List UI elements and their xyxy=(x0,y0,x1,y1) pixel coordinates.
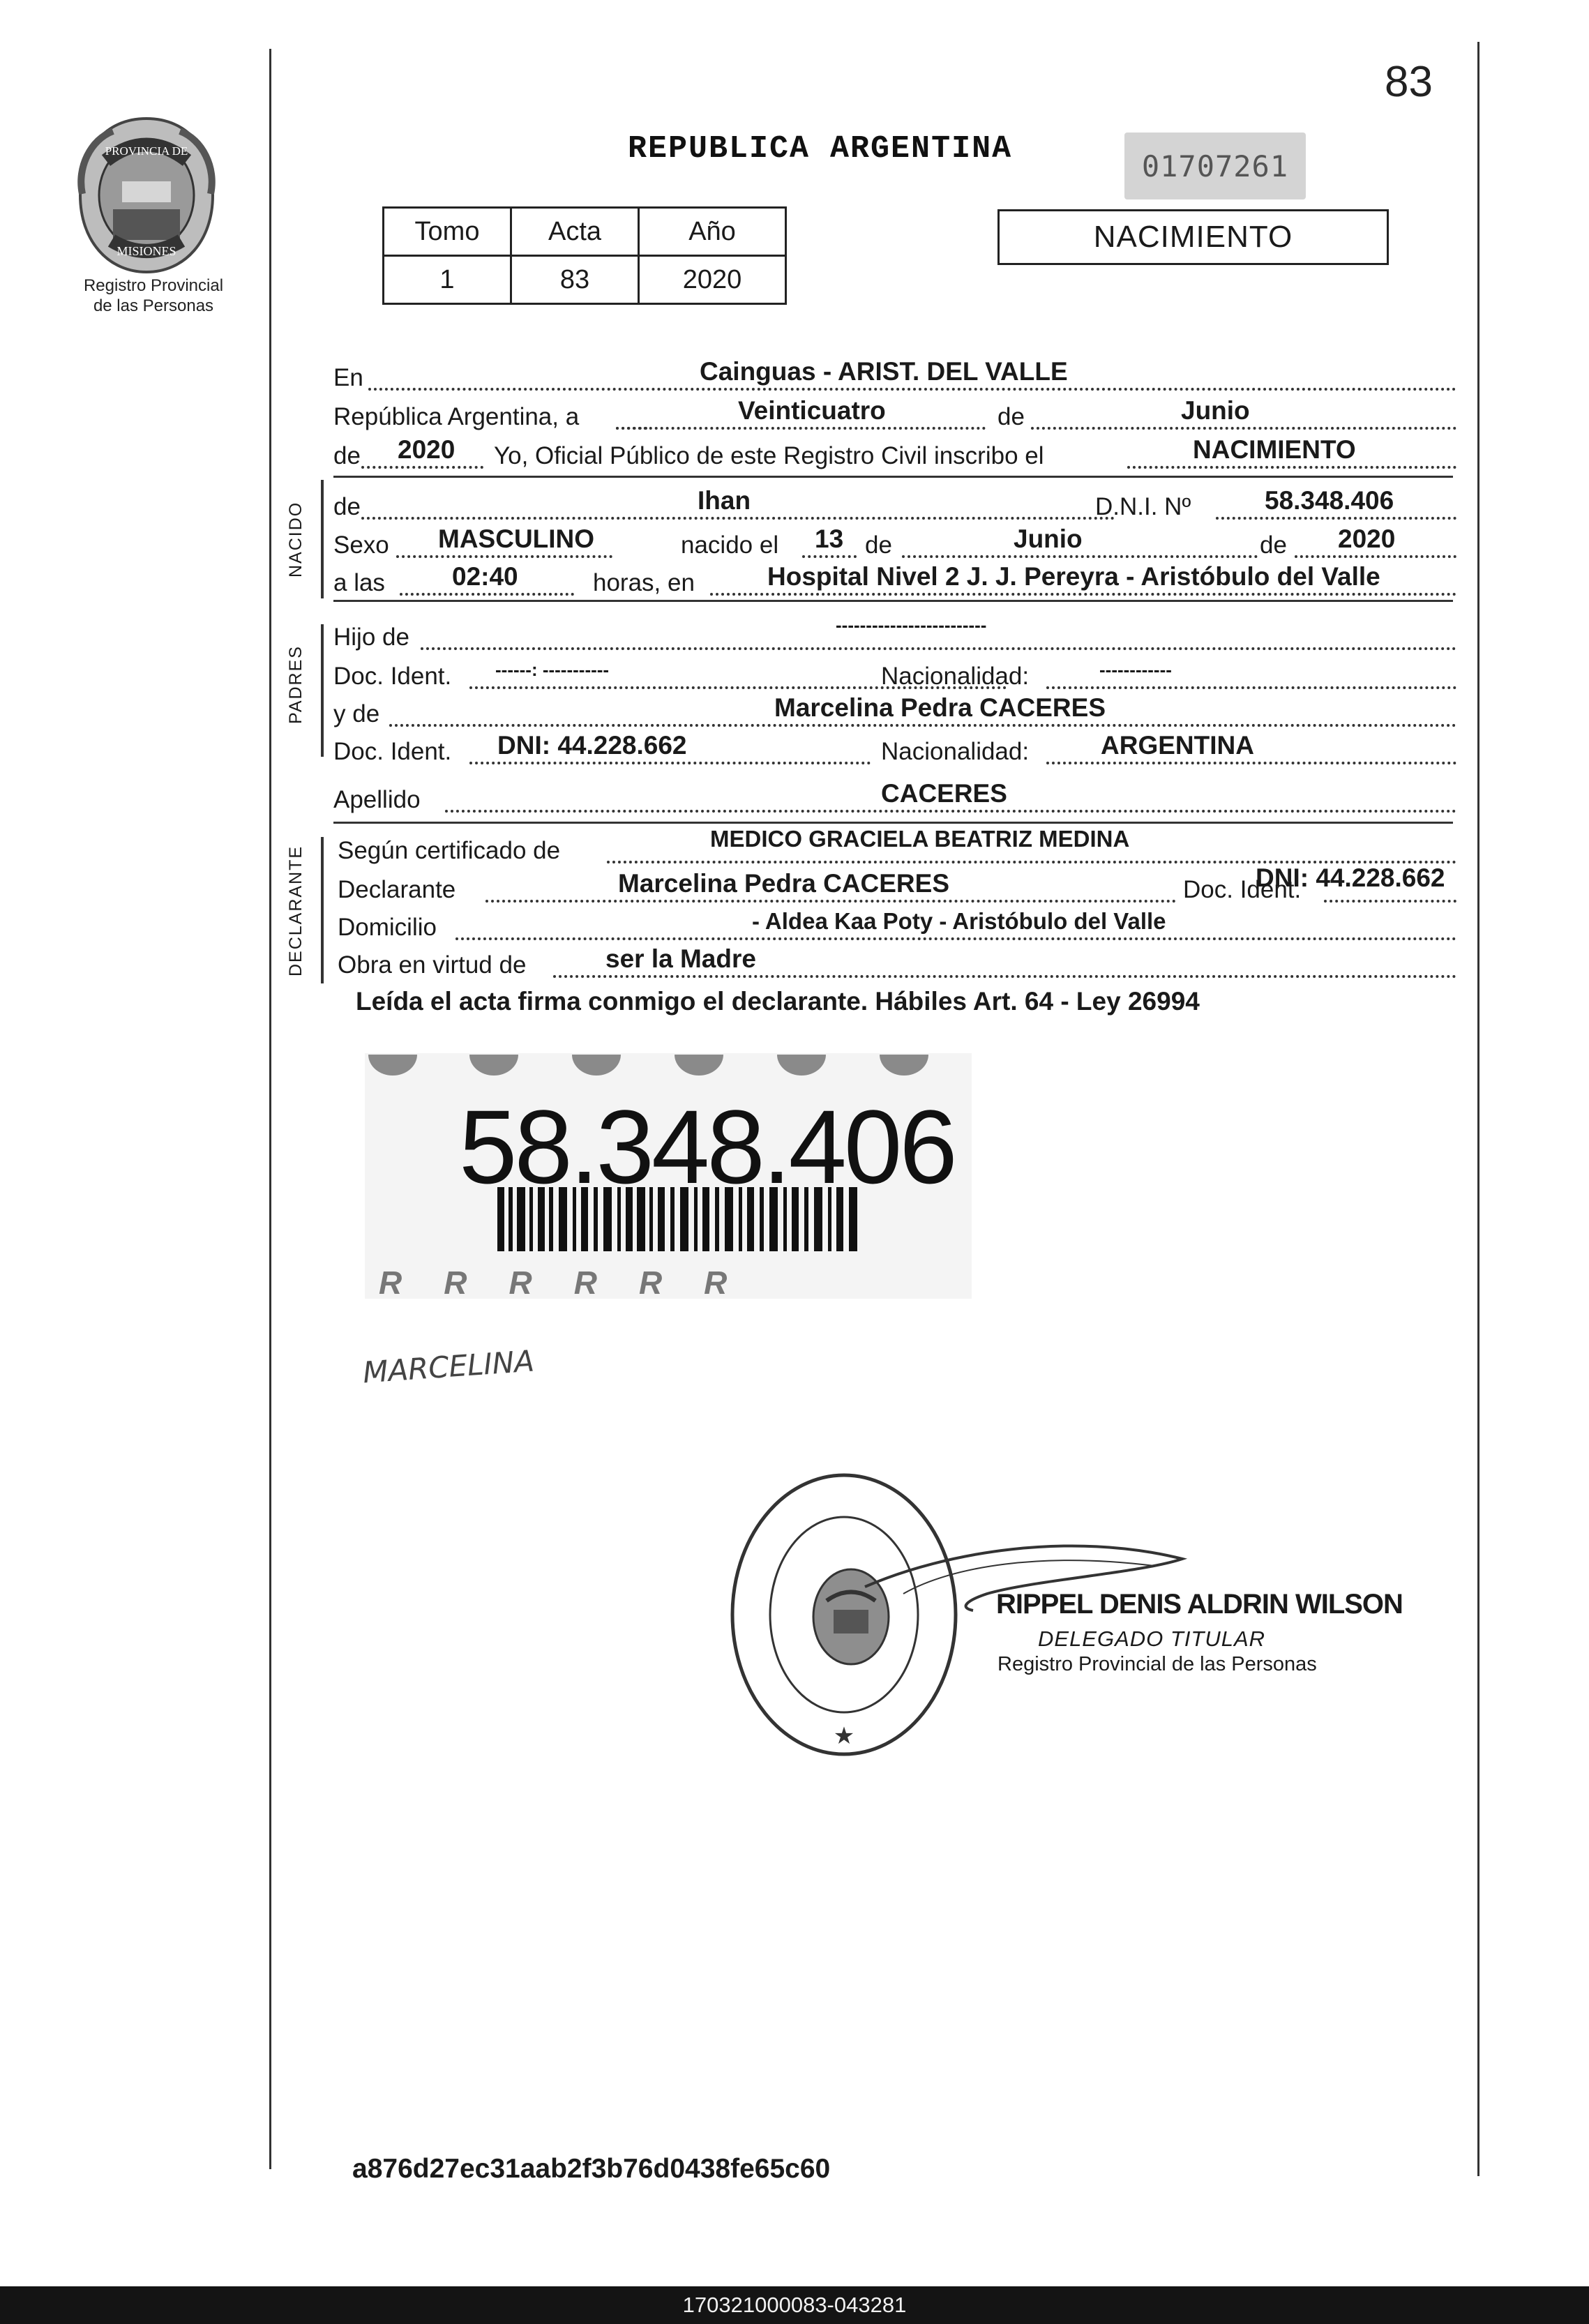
tile-2: R xyxy=(444,1265,467,1299)
register-table xyxy=(382,206,787,305)
padres-row-mother xyxy=(333,692,1456,731)
serial-number-sticker: 01707261 xyxy=(1124,133,1306,199)
nacido-de-label: de xyxy=(333,493,361,520)
register-value-tomo: 1 xyxy=(384,256,511,304)
right-margin-line xyxy=(1477,42,1479,2176)
handwritten-signature: MARCELINA xyxy=(361,1343,536,1390)
tile-3: R xyxy=(509,1265,532,1299)
republica-label: República Argentina, a xyxy=(333,403,580,430)
de3-label: de xyxy=(1260,531,1287,559)
register-value-anio: 2020 xyxy=(639,256,786,304)
sexo-label: Sexo xyxy=(333,531,389,559)
country-title: REPUBLICA ARGENTINA xyxy=(628,131,1013,167)
declarante-row-relation xyxy=(333,943,1456,982)
declarant-value: Marcelina Pedra CACERES xyxy=(618,869,950,898)
birth-month-value: Junio xyxy=(1014,525,1083,553)
de2-label: de xyxy=(865,531,892,559)
father-nationality-value: ------------ xyxy=(1099,659,1172,680)
id-sticker-bottom-pattern xyxy=(365,1264,972,1299)
nacido-row-name xyxy=(333,485,1456,524)
padres-row-mother-doc xyxy=(333,730,1456,769)
official-name: RIPPEL DENIS ALDRIN WILSON xyxy=(996,1589,1403,1620)
logo-bottom-text: MISIONES xyxy=(116,244,176,258)
domicilio-label: Domicilio xyxy=(338,914,437,941)
office-caption-line2: de las Personas xyxy=(93,296,214,315)
intro-row-year xyxy=(333,434,1456,473)
hijo-label: Hijo de xyxy=(333,624,409,651)
tile-1: R xyxy=(379,1265,402,1299)
declarante-row-address xyxy=(333,905,1456,944)
padres-section-label: PADRES xyxy=(286,645,306,724)
sex-value: MASCULINO xyxy=(438,525,595,553)
document-hash: a876d27ec31aab2f3b76d0438fe65c60 xyxy=(352,2154,831,2184)
mother-name-value: Marcelina Pedra CACERES xyxy=(774,693,1106,722)
dni-label: D.N.I. Nº xyxy=(1095,493,1191,520)
apellido-row xyxy=(333,778,1456,817)
footer-code-bar xyxy=(0,2286,1589,2324)
certifier-value: MEDICO GRACIELA BEATRIZ MEDINA xyxy=(710,826,1130,852)
child-dni-value: 58.348.406 xyxy=(1265,486,1394,515)
birth-place-value: Hospital Nivel 2 J. J. Pereyra - Aristóbulo del Valle xyxy=(767,562,1380,591)
padres-bracket xyxy=(321,624,324,757)
province-seal-logo xyxy=(70,112,223,279)
birth-day-value: 13 xyxy=(815,525,844,553)
nacido-bracket xyxy=(321,480,324,598)
de-label: de xyxy=(997,403,1025,430)
en-label: En xyxy=(333,364,363,391)
nacido-el-label: nacido el xyxy=(681,531,779,559)
day-words-value: Veinticuatro xyxy=(738,396,886,425)
yo-text: Yo, Oficial Público de este Registro Civil inscribo el xyxy=(494,442,1044,469)
horas-label: horas, en xyxy=(593,569,695,596)
office-caption xyxy=(49,276,258,316)
office-caption-line1: Registro Provincial xyxy=(83,276,224,295)
father-nationality-label: Nacionalidad: xyxy=(881,663,1030,690)
logo-top-text: PROVINCIA DE xyxy=(105,144,188,158)
month-value: Junio xyxy=(1181,396,1250,425)
father-name-value: ------------------------- xyxy=(836,614,987,635)
nacido-section-label: NACIDO xyxy=(286,501,306,578)
page-number: 83 xyxy=(1385,58,1433,106)
declarante-section-label: DECLARANTE xyxy=(286,845,306,976)
obra-label: Obra en virtud de xyxy=(338,951,527,979)
svg-text:★: ★ xyxy=(833,1723,855,1749)
tile-4: R xyxy=(573,1265,597,1299)
father-doc-value: ------: ----------- xyxy=(495,659,610,680)
mother-doc-value: DNI: 44.228.662 xyxy=(497,731,687,760)
apellido-label: Apellido xyxy=(333,786,421,813)
birth-year-value: 2020 xyxy=(1338,525,1396,553)
declarante-label: Declarante xyxy=(338,876,456,903)
father-doc-label: Doc. Ident. xyxy=(333,663,452,690)
register-header-tomo: Tomo xyxy=(384,208,511,256)
footer-code: 170321000083-043281 xyxy=(682,2293,907,2317)
tile-5: R xyxy=(638,1265,663,1299)
relation-value: ser la Madre xyxy=(605,944,756,973)
official-office: Registro Provincial de las Personas xyxy=(997,1653,1317,1675)
padres-row-father xyxy=(333,615,1456,654)
id-sticker-top-pattern xyxy=(365,1053,972,1087)
intro-row-place xyxy=(333,356,1456,395)
declarant-doc-label: Doc. Ident. xyxy=(1183,876,1302,903)
intro-bottom-rule xyxy=(333,476,1453,478)
alas-label: a las xyxy=(333,569,385,596)
nacido-row-time xyxy=(333,561,1456,600)
year-prefix-label: de xyxy=(333,442,361,469)
apellido-bottom-rule xyxy=(333,822,1453,824)
mother-nationality-value: ARGENTINA xyxy=(1101,731,1254,760)
closing-statement: Leída el acta firma conmigo el declarante. Hábiles Art. 64 - Ley 26994 xyxy=(356,987,1200,1016)
cert-label: Según certificado de xyxy=(338,837,561,864)
child-name-value: Ihan xyxy=(698,486,751,515)
intro-row-date xyxy=(333,395,1456,434)
yde-label: y de xyxy=(333,700,380,727)
year-value: 2020 xyxy=(398,435,455,464)
mother-nationality-label: Nacionalidad: xyxy=(881,738,1030,765)
act-word-value: NACIMIENTO xyxy=(1193,435,1356,464)
apellido-value: CACERES xyxy=(881,779,1007,808)
declarante-row-cert xyxy=(333,826,1456,868)
place-value: Cainguas - ARIST. DEL VALLE xyxy=(700,357,1068,386)
declarant-doc-value: DNI: 44.228.662 xyxy=(1256,863,1445,892)
act-type-box: NACIMIENTO xyxy=(997,209,1389,265)
nacido-bottom-rule xyxy=(333,600,1453,602)
nacido-row-sex xyxy=(333,523,1456,562)
left-margin-line xyxy=(269,49,271,2169)
address-value: - Aldea Kaa Poty - Aristóbulo del Valle xyxy=(752,908,1166,934)
register-header-anio: Año xyxy=(639,208,786,256)
register-header-acta: Acta xyxy=(511,208,639,256)
register-value-acta: 83 xyxy=(511,256,639,304)
tile-6: R xyxy=(704,1265,728,1299)
time-value: 02:40 xyxy=(452,562,518,591)
official-role: DELEGADO TITULAR xyxy=(1038,1627,1266,1651)
id-sticker-number: 58.348.406 xyxy=(459,1088,955,1205)
declarante-row-name xyxy=(333,863,1456,907)
declarante-bracket xyxy=(321,837,324,983)
mother-doc-label: Doc. Ident. xyxy=(333,738,452,765)
padres-row-father-doc xyxy=(333,654,1456,693)
